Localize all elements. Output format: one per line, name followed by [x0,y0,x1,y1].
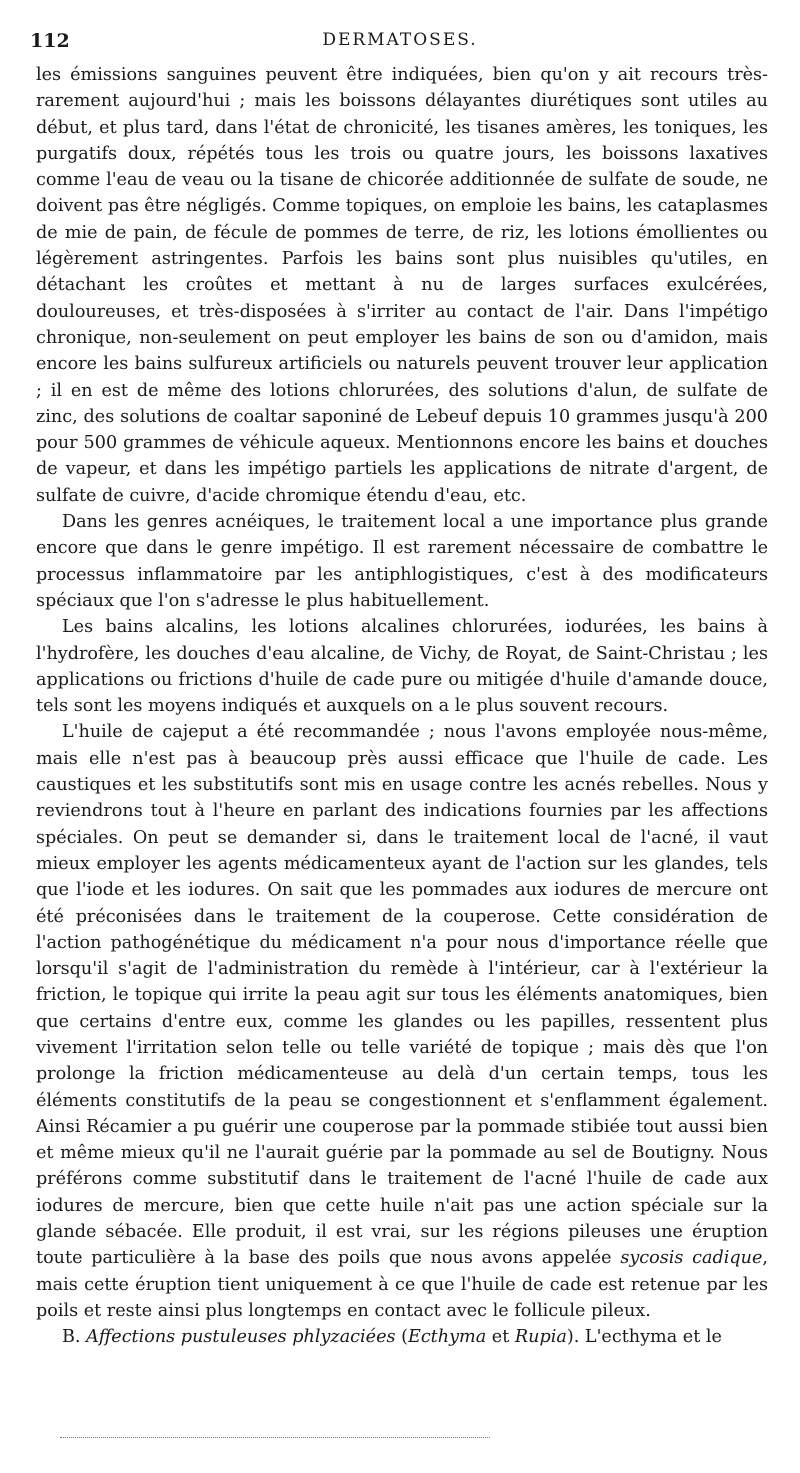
footer-rule [60,1437,490,1438]
section-term-2: Rupia [514,1327,567,1348]
paren-close: ). [566,1327,580,1348]
paragraph-4 [36,719,768,1324]
paragraph-4-end: , mais cette éruption tient uniquement à ce que l'huile de cade est retenue par les poils et reste ainsi plus longtemps en contact avec le follicule pileux. [36,1248,768,1321]
paragraph-3: Les bains alcalins, les lotions alcalines chlorurées, iodurées, les bains à l'hydrofère, les douches d'eau alcaline, de Vichy, de Royat, de Saint-Christau ; les applications ou frictions d'huile de cade pure ou mitigée d'huile d'amande douce, tels sont les moyens indiqués et auxquels on a le plus souvent recours. [36,617,768,717]
section-trailing-text: L'ecthyma et le [584,1327,722,1348]
italic-term: sycosis cadique [620,1248,763,1269]
running-title: DERMATOSES. [322,30,478,50]
section-connector: et [486,1327,515,1348]
section-heading [36,1324,768,1350]
body-text [36,62,768,1351]
section-title: Affections pustuleuses phlyzaciées [86,1327,396,1348]
section-label: B. [62,1327,81,1348]
page-number: 112 [30,30,70,52]
paragraph-2: Dans les genres acnéiques, le traitement local a une importance plus grande encore que dans le genre impétigo. Il est rarement nécessaire de combattre le processus inflammatoire par les antiphlogistiques, c'est à des modificateurs spéciaux que l'on s'adresse le plus habituellement. [36,512,768,611]
paragraph-1: les émissions sanguines peuvent être indiquées, bien qu'on y ait recours très-rarement aujourd'hui ; mais les boissons délayantes diurétiques sont utiles au début, et plus tard, dans l'état de chronicité, les tisanes amères, les toniques, les purgatifs doux, répétés tous les trois ou quatre jours, les boissons laxatives comme l'eau de veau ou la tisane de chicorée additionnée de sulfate de soude, ne doivent pas être négligés. Comme topiques, on emploie les bains, les cataplasmes de mie de pain, de fécule de pommes de terre, de riz, les lotions émollientes ou légèrement astringentes. Parfois les bains sont plus nuisibles qu'utiles, en détachant les croûtes et mettant à nu de larges surfaces exulcérées, douloureuses, et très-disposées à s'irriter au contact de l'air. Dans l'impétigo chronique, non-seulement on peut employer les bains de son ou d'amidon, mais encore les bains sulfureux artificiels ou naturels peuvent trouver leur application ; il en est de même des lotions chlorurées, des solutions d'alun, de sulfate de zinc, des solutions de coaltar saponiné de Lebeuf depuis 10 grammes jusqu'à 200 pour 500 grammes de véhicule aqueux. Mentionnons encore les bains et douches de vapeur, et dans les impétigo partiels les applications de nitrate d'argent, de sulfate de cuivre, d'acide chromique étendu d'eau, etc. [36,65,768,506]
paren-open: ( [401,1327,408,1348]
page-header [30,30,770,60]
section-term-1: Ecthyma [407,1327,487,1348]
paragraph-4-text: L'huile de cajeput a été recommandée ; nous l'avons employée nous-même, mais elle n'est pas à beaucoup près aussi efficace que l'huile de cade. Les caustiques et les substitutifs sont mis en usage contre les acnés rebelles. Nous y reviendrons tout à l'heure en parlant des indications fournies par les affections spéciales. On peut se demander si, dans le traitement local de l'acné, il vaut mieux employer les agents médicamenteux ayant de l'action sur les glandes, tels que l'iode et les iodures. On sait que les pommades aux iodures de mercure ont été préconisées dans le traitement de la couperose. Cette considération de l'action pathogénétique du médicament n'a pour nous d'importance réelle que lorsqu'il s'agit de l'administration du remède à l'intérieur, car à l'extérieur la friction, le topique qui irrite la peau agit sur tous les éléments anatomiques, bien que certains d'entre eux, comme les glandes ou les papilles, ressentent plus vivement l'irritation selon telle ou telle variété de topique ; mais dès que l'on prolonge la friction médicamenteuse au delà d'un certain temps, tous les éléments constitutifs de la peau se congestionnent et s'enflamment également. Ainsi Récamier a pu guérir une couperose par la pommade stibiée tout aussi bien et même mieux qu'il ne l'aurait guérie par la pommade au sel de Boutigny. Nous préférons comme substitutif dans le traitement de l'acné l'huile de cade aux iodures de mercure, bien que cette huile n'ait pas une action spéciale sur la glande sébacée. Elle produit, il est vrai, sur les régions pileuses une éruption toute particulière à la base des poils que nous avons appelée [36,722,768,1269]
